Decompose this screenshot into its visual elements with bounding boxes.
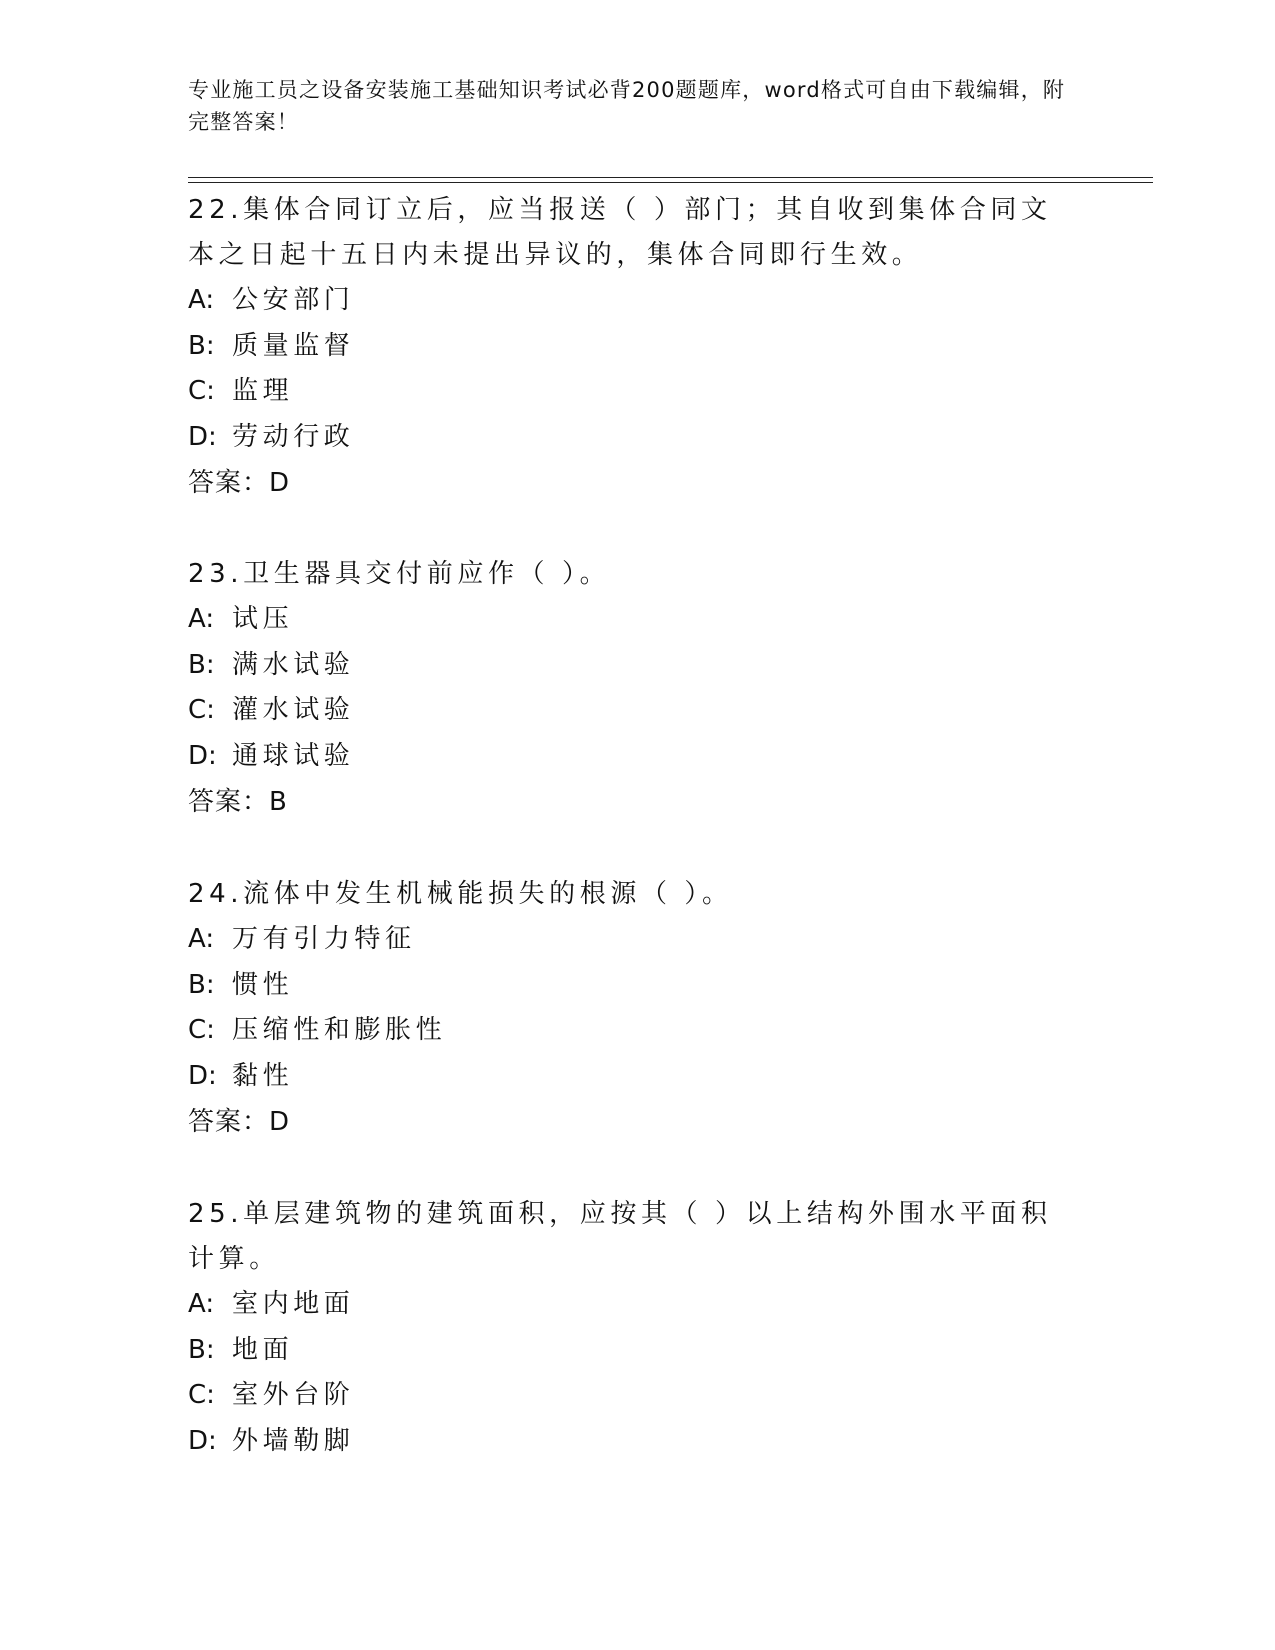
option-key: D:: [188, 1425, 217, 1456]
option-text: 室外台阶: [232, 1380, 355, 1410]
header-divider-bottom: [188, 182, 1153, 183]
option-text: 压缩性和膨胀性: [232, 1015, 447, 1045]
document-header: 专业施工员之设备安装施工基础知识考试必背200题题库，word格式可自由下载编辑，附完整答案！: [188, 78, 1066, 134]
option-text: 质量监督: [232, 330, 355, 361]
option-text: 外墙勒脚: [232, 1425, 355, 1456]
option-key: B:: [188, 1334, 215, 1365]
option-key: A:: [188, 604, 215, 634]
option-text: 地面: [232, 1334, 294, 1365]
answer: 答案：D: [188, 468, 291, 498]
option-b: [188, 643, 1068, 689]
option-key: D:: [188, 740, 217, 771]
option-key: A:: [188, 1289, 215, 1319]
option-key: D:: [188, 421, 217, 452]
option-b: [188, 324, 1068, 370]
option-key: C:: [188, 695, 215, 725]
option-c: [188, 1008, 1068, 1054]
option-text: 通球试验: [232, 740, 355, 771]
option-key: D:: [188, 1060, 217, 1091]
option-d: [188, 1054, 1068, 1100]
question-stem: 23.卫生器具交付前应作（ ）。: [188, 559, 611, 589]
answer: 答案：D: [188, 1107, 291, 1137]
option-a: [188, 278, 1068, 324]
question-24: [188, 872, 1068, 1145]
option-text: 劳动行政: [232, 421, 355, 452]
option-text: 灌水试验: [232, 695, 355, 725]
option-b: [188, 1328, 1068, 1374]
option-b: [188, 963, 1068, 1009]
option-key: B:: [188, 649, 215, 680]
option-d: [188, 1419, 1068, 1465]
option-c: [188, 1373, 1068, 1419]
question-22: [188, 188, 1068, 506]
option-key: C:: [188, 1015, 215, 1045]
option-d: [188, 415, 1068, 461]
option-a: [188, 1282, 1068, 1328]
option-key: C:: [188, 1380, 215, 1410]
option-text: 试压: [232, 604, 294, 634]
question-stem: 24.流体中发生机械能损失的根源（ ）。: [188, 879, 733, 909]
option-a: [188, 597, 1068, 643]
option-a: [188, 917, 1068, 963]
option-key: A:: [188, 285, 215, 315]
question-25: [188, 1192, 1068, 1464]
answer: 答案：B: [188, 787, 288, 817]
option-d: [188, 734, 1068, 780]
option-text: 惯性: [232, 969, 294, 1000]
option-text: 公安部门: [232, 285, 355, 315]
option-key: C:: [188, 376, 215, 406]
question-23: [188, 552, 1068, 825]
option-text: 监理: [232, 376, 294, 406]
option-key: B:: [188, 330, 215, 361]
option-text: 满水试验: [232, 649, 355, 680]
question-stem: 25.单层建筑物的建筑面积，应按其（ ）以上结构外围水平面积计算。: [188, 1199, 1052, 1274]
option-key: B:: [188, 969, 215, 1000]
header-divider-top: [188, 177, 1153, 178]
option-c: [188, 688, 1068, 734]
question-stem: 22.集体合同订立后，应当报送（ ）部门；其自收到集体合同文本之日起十五日内未提出异议的，集体合同即行生效。: [188, 195, 1052, 270]
option-text: 万有引力特征: [232, 924, 416, 954]
option-text: 黏性: [232, 1060, 294, 1091]
option-c: [188, 369, 1068, 415]
option-key: A:: [188, 924, 215, 954]
option-text: 室内地面: [232, 1289, 355, 1319]
